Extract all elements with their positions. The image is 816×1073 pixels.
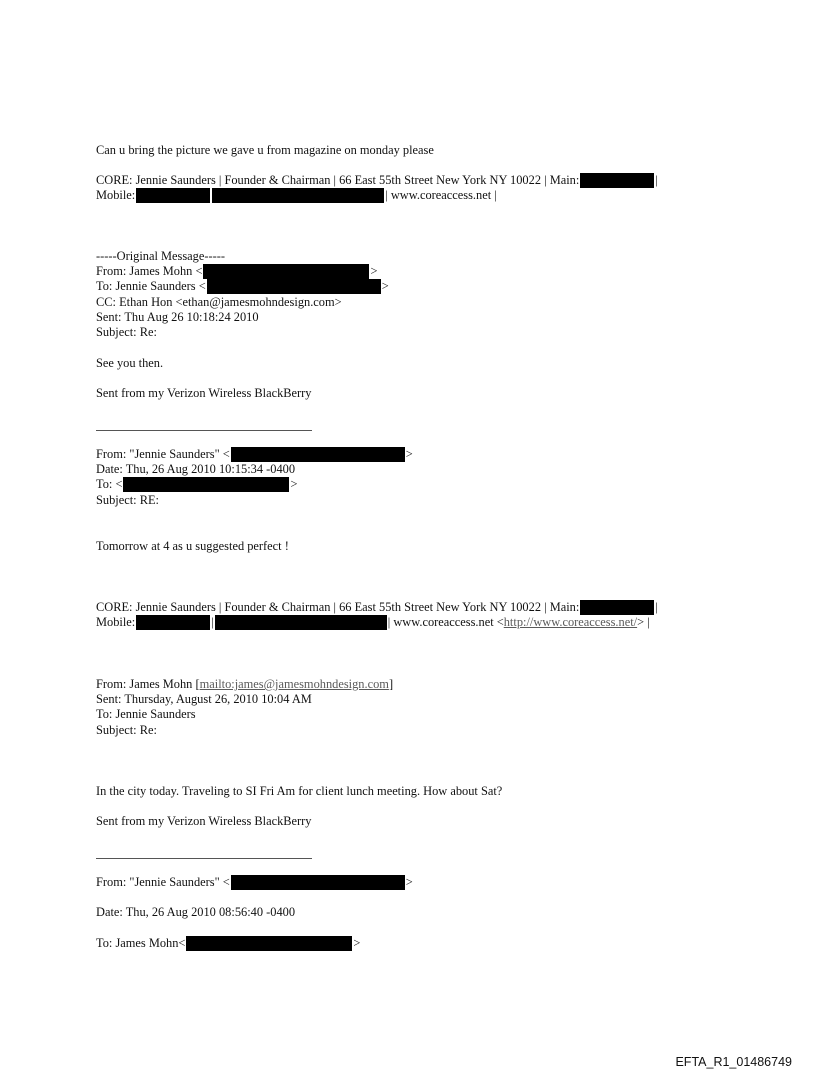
date-line: Date: Thu, 26 Aug 2010 08:56:40 -0400 [96,905,296,919]
redaction-block [231,875,405,890]
from-label: From: James Mohn < [96,264,203,278]
from-label: From: James Mohn [ [96,677,200,691]
to-label: To: Jennie Saunders < [96,279,206,293]
from-label: From: "Jennie Saunders" < [96,447,230,461]
redaction-block [580,600,654,615]
signature-separator: | [211,615,214,629]
redaction-block [186,936,352,951]
from-line [96,264,377,279]
website-text: | www.coreaccess.net < [387,615,504,629]
cc-line: CC: Ethan Hon <ethan@jamesmohndesign.com> [96,295,342,309]
sent-from-line: Sent from my Verizon Wireless BlackBerry [96,386,312,400]
email-body: Tomorrow at 4 as u suggested perfect ! [96,539,289,553]
redaction-block [231,447,405,462]
from-label: From: "Jennie Saunders" < [96,875,230,889]
subject-line: Subject: Re: [96,325,157,339]
redaction-block [207,279,381,294]
website-link[interactable]: http://www.coreaccess.net/ [503,615,638,629]
to-line: To: Jennie Saunders [96,707,196,721]
website-suffix: > | [637,615,650,629]
sent-line: Sent: Thursday, August 26, 2010 10:04 AM [96,692,312,706]
bracket: > [370,264,378,278]
bracket: > [381,279,389,293]
sent-from-line: Sent from my Verizon Wireless BlackBerry [96,814,312,828]
website-text: | www.coreaccess.net | [385,188,497,202]
subject-line: Subject: RE: [96,493,159,507]
redaction-block [215,615,387,630]
signature-line [96,615,650,630]
date-line: Date: Thu, 26 Aug 2010 10:15:34 -0400 [96,462,296,476]
to-line [96,477,297,492]
bracket: ] [388,677,394,691]
redaction-block [203,264,369,279]
original-message-title: -----Original Message----- [96,249,226,263]
to-label: To: < [96,477,123,491]
signature-line [96,188,497,203]
signature-separator: | [655,600,658,614]
from-line [96,875,413,890]
sent-line: Sent: Thu Aug 26 10:18:24 2010 [96,310,259,324]
mobile-label: Mobile: [96,615,136,629]
to-line [96,936,360,951]
bracket: > [405,875,413,889]
signature-line [96,600,658,615]
message-body: Can u bring the picture we gave u from magazine on monday please [96,143,434,157]
redaction-block [212,188,384,203]
from-line [96,677,393,692]
redaction-block [123,477,289,492]
divider [96,858,312,859]
bracket: > [405,447,413,461]
signature-line [96,173,658,188]
mobile-label: Mobile: [96,188,136,202]
subject-line: Subject: Re: [96,723,157,737]
reply-body: See you then. [96,356,164,370]
divider [96,430,312,431]
signature-separator: | [655,173,658,187]
to-label: To: James Mohn< [96,936,186,950]
redaction-block [580,173,654,188]
signature-text: CORE: Jennie Saunders | Founder & Chairman | 66 East 55th Street New York NY 10022 | Main: [96,600,580,614]
from-line [96,447,413,462]
signature-text: CORE: Jennie Saunders | Founder & Chairman | 66 East 55th Street New York NY 10022 | Main: [96,173,580,187]
redaction-block [136,615,210,630]
bracket: > [353,936,361,950]
mailto-link[interactable]: mailto:james@jamesmohndesign.com [199,677,389,691]
redaction-block [136,188,210,203]
to-line [96,279,389,294]
email-body: In the city today. Traveling to SI Fri Am for client lunch meeting. How about Sat? [96,784,503,798]
bates-number: EFTA_R1_01486749 [675,1055,792,1069]
bracket: > [290,477,298,491]
